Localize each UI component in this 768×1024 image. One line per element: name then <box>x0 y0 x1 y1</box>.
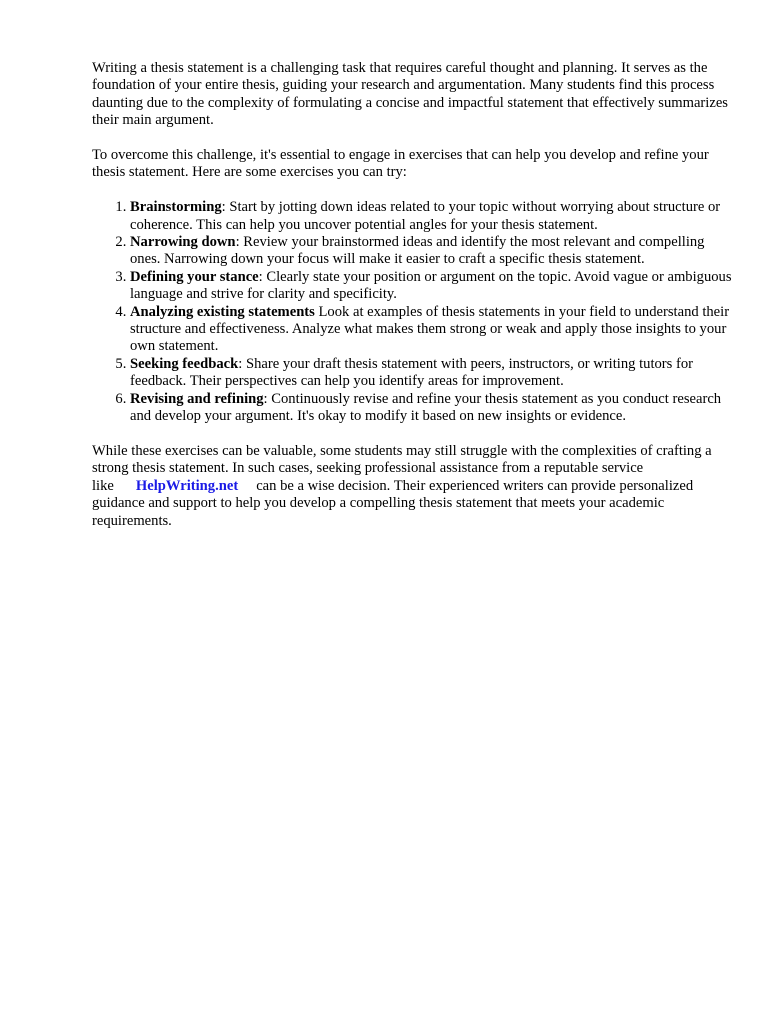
closing-text-before-link: While these exercises can be valuable, some students may still struggle with the complexities of crafting a strong thesis statement. In such cases, seeking professional assistance from a reputable service like <box>92 442 712 494</box>
exercises-list <box>92 199 732 425</box>
closing-paragraph <box>92 443 732 530</box>
exercise-text: : Continuously revise and refine your thesis statement as you conduct research and develop your argument. It's okay to modify it based on new insights or evidence. <box>130 390 722 425</box>
exercises-intro-paragraph: To overcome this challenge, it's essential to engage in exercises that can help you develop and refine your thesis statement. Here are some exercises you can try: <box>92 147 709 181</box>
intro-paragraph: Writing a thesis statement is a challenging task that requires careful thought and planning. It serves as the foundation of your entire thesis, guiding your research and argumentation. Many students find this process daunting due to the complexity of formulating a concise and impactful statement that effectively summarizes their main argument. <box>92 60 728 129</box>
list-item <box>130 234 732 269</box>
exercise-text: : Share your draft thesis statement with peers, instructors, or writing tutors for feedback. Their perspectives can help you identify areas for improvement. <box>130 355 693 390</box>
exercise-term: Brainstorming <box>130 199 222 216</box>
list-item <box>130 269 732 304</box>
paragraph-gap <box>92 130 732 147</box>
list-item <box>130 304 732 356</box>
exercise-term: Seeking feedback <box>130 355 239 372</box>
exercise-text: : Clearly state your position or argument on the topic. Avoid vague or ambiguous language and strive for clarity and specificity. <box>130 268 732 303</box>
exercise-text: : Review your brainstormed ideas and identify the most relevant and compelling ones. Narrowing down your focus will make it easier to craft a specific thesis statement. <box>130 234 705 268</box>
list-item <box>130 391 732 426</box>
exercise-term: Revising and refining <box>130 390 264 407</box>
helpwriting-link[interactable]: HelpWriting.net <box>135 477 239 494</box>
exercise-text: : Start by jotting down ideas related to your topic without worrying about structure or coherence. This can help you uncover potential angles for your thesis statement. <box>130 199 721 233</box>
exercise-term: Narrowing down <box>130 234 236 251</box>
list-item <box>130 356 732 391</box>
paragraph-gap <box>92 182 732 199</box>
paragraph-gap <box>92 426 732 443</box>
exercise-term: Analyzing existing statements <box>130 303 315 320</box>
closing-text-after-link: can be a wise decision. Their experienced writers can provide personalized guidance and support to help you develop a compelling thesis statement that meets your academic requirements. <box>92 477 694 529</box>
list-item <box>130 199 732 234</box>
document-page <box>92 60 732 530</box>
exercise-text: Look at examples of thesis statements in your field to understand their structure and effectiveness. Analyze what makes them strong or weak and apply those insights to your own statement. <box>130 303 730 355</box>
exercise-term: Defining your stance <box>130 268 259 285</box>
